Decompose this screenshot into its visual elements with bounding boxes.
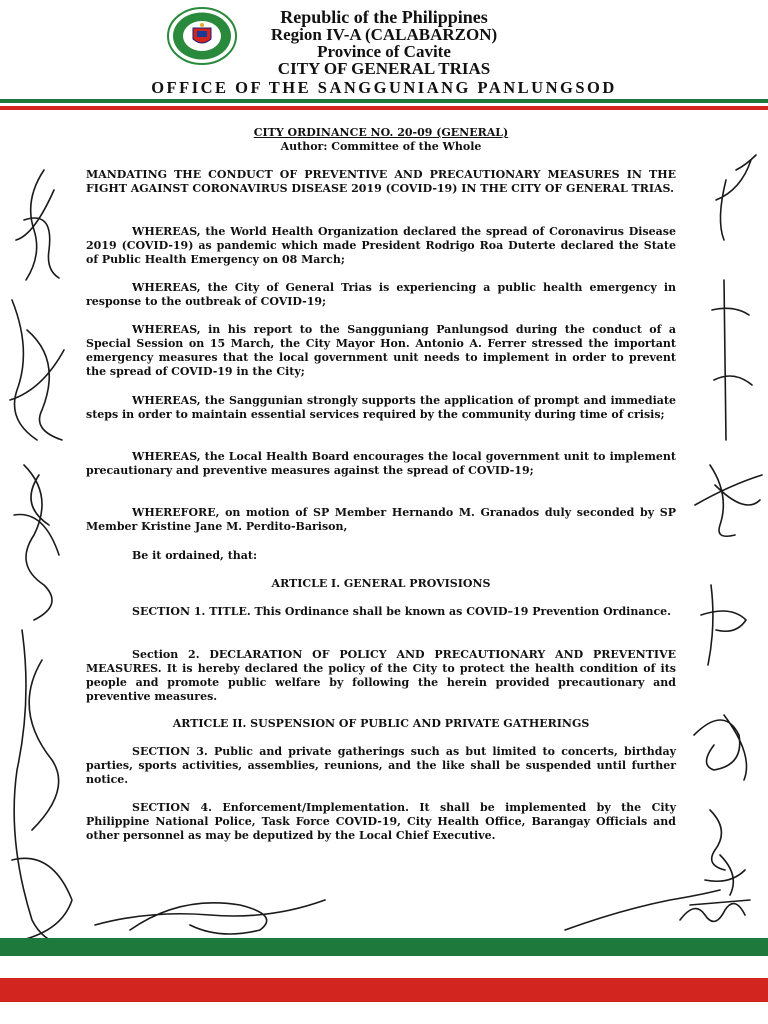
whereas-paragraph-3: WHEREAS, in his report to the Sangguniang Panlungsod during the conduct of a Special Session on 15 March, the City Mayor Hon. Antonio A. Ferrer stressed the important emergency measures that the local government unit needs to implement in order to prevent the spread of COVID-19 in the City; [86,323,676,378]
section-2: Section 2. DECLARATION OF POLICY AND PRECAUTIONARY AND PREVENTIVE MEASURES. It is hereby declared the policy of the City to protect the health condition of its people and promote public welfare by following the herein provided precautionary and preventive measures. [86,648,676,703]
signature-right-4 [696,575,756,675]
signature-bottom-left [90,885,330,945]
header-red-stripe [0,106,768,110]
header-republic: Republic of the Philippines [280,7,488,27]
signature-right-2 [704,270,760,450]
wherefore-paragraph: WHEREFORE, on motion of SP Member Hernando M. Granados duly seconded by SP Member Kristine Jane M. Perdito-Barison, [86,506,676,533]
whereas-paragraph-5: WHEREAS, the Local Health Board encourages the local government unit to implement precautionary and preventive measures against the spread of COVID-19; [86,450,676,477]
section-1: SECTION 1. TITLE. This Ordinance shall be known as COVID–19 Prevention Ordinance. [132,605,671,618]
whereas-paragraph-1: WHEREAS, the World Health Organization declared the spread of Coronavirus Disease 2019 (COVID-19) as pandemic which made President Rodrigo Roa Duterte declared the State of Public Health Emergency on 08 March; [86,225,676,266]
ordinance-number: CITY ORDINANCE NO. 20-09 (GENERAL) [253,126,509,139]
whereas-paragraph-2: WHEREAS, the City of General Trias is experiencing a public health emergency in response to the outbreak of COVID-19; [86,281,676,308]
signature-left-2 [2,290,72,450]
signature-right-5 [684,695,760,785]
article-2-heading: ARTICLE II. SUSPENSION OF PUBLIC AND PRIVATE GATHERINGS [172,717,590,730]
whereas-paragraph-4: WHEREAS, the Sanggunian strongly supports the application of prompt and immediate steps in order to maintain essential services required by the community during time of crisis; [86,394,676,421]
office-title: OFFICE OF THE SANGGUNIANG PANLUNGSOD [151,78,617,97]
footer-red-stripe [0,978,768,1002]
header-region: Region IV-A (CALABARZON) [270,25,498,44]
signature-left-3 [4,455,74,625]
ordinance-title: MANDATING THE CONDUCT OF PREVENTIVE AND PRECAUTIONARY MEASURES IN THE FIGHT AGAINST CORONAVIRUS DISEASE 2019 (COVID-19) IN THE CITY OF GENERAL TRIAS. [86,168,676,195]
ordained-line: Be it ordained, that: [132,549,258,562]
section-3: SECTION 3. Public and private gatherings such as but limited to concerts, birthday parties, sports activities, assemblies, reunions, and the like shall be suspended until further notice. [86,745,676,786]
header-green-stripe [0,99,768,103]
signature-left-4 [2,620,82,950]
signature-right-3 [690,455,766,545]
signature-right-1 [706,140,762,250]
section-4: SECTION 4. Enforcement/Implementation. It shall be implemented by the City Philippine National Police, Task Force COVID-19, City Health Office, Barangay Officials and other personnel as may be deputized by the Local Chief Executive. [86,801,676,842]
article-1-heading: ARTICLE I. GENERAL PROVISIONS [271,577,491,590]
signature-left-1 [4,160,68,290]
header-province: Province of Cavite [317,42,451,61]
header-city: CITY OF GENERAL TRIAS [277,59,491,78]
ordinance-author: Author: Committee of the Whole [280,140,482,153]
footer-green-stripe [0,938,768,956]
